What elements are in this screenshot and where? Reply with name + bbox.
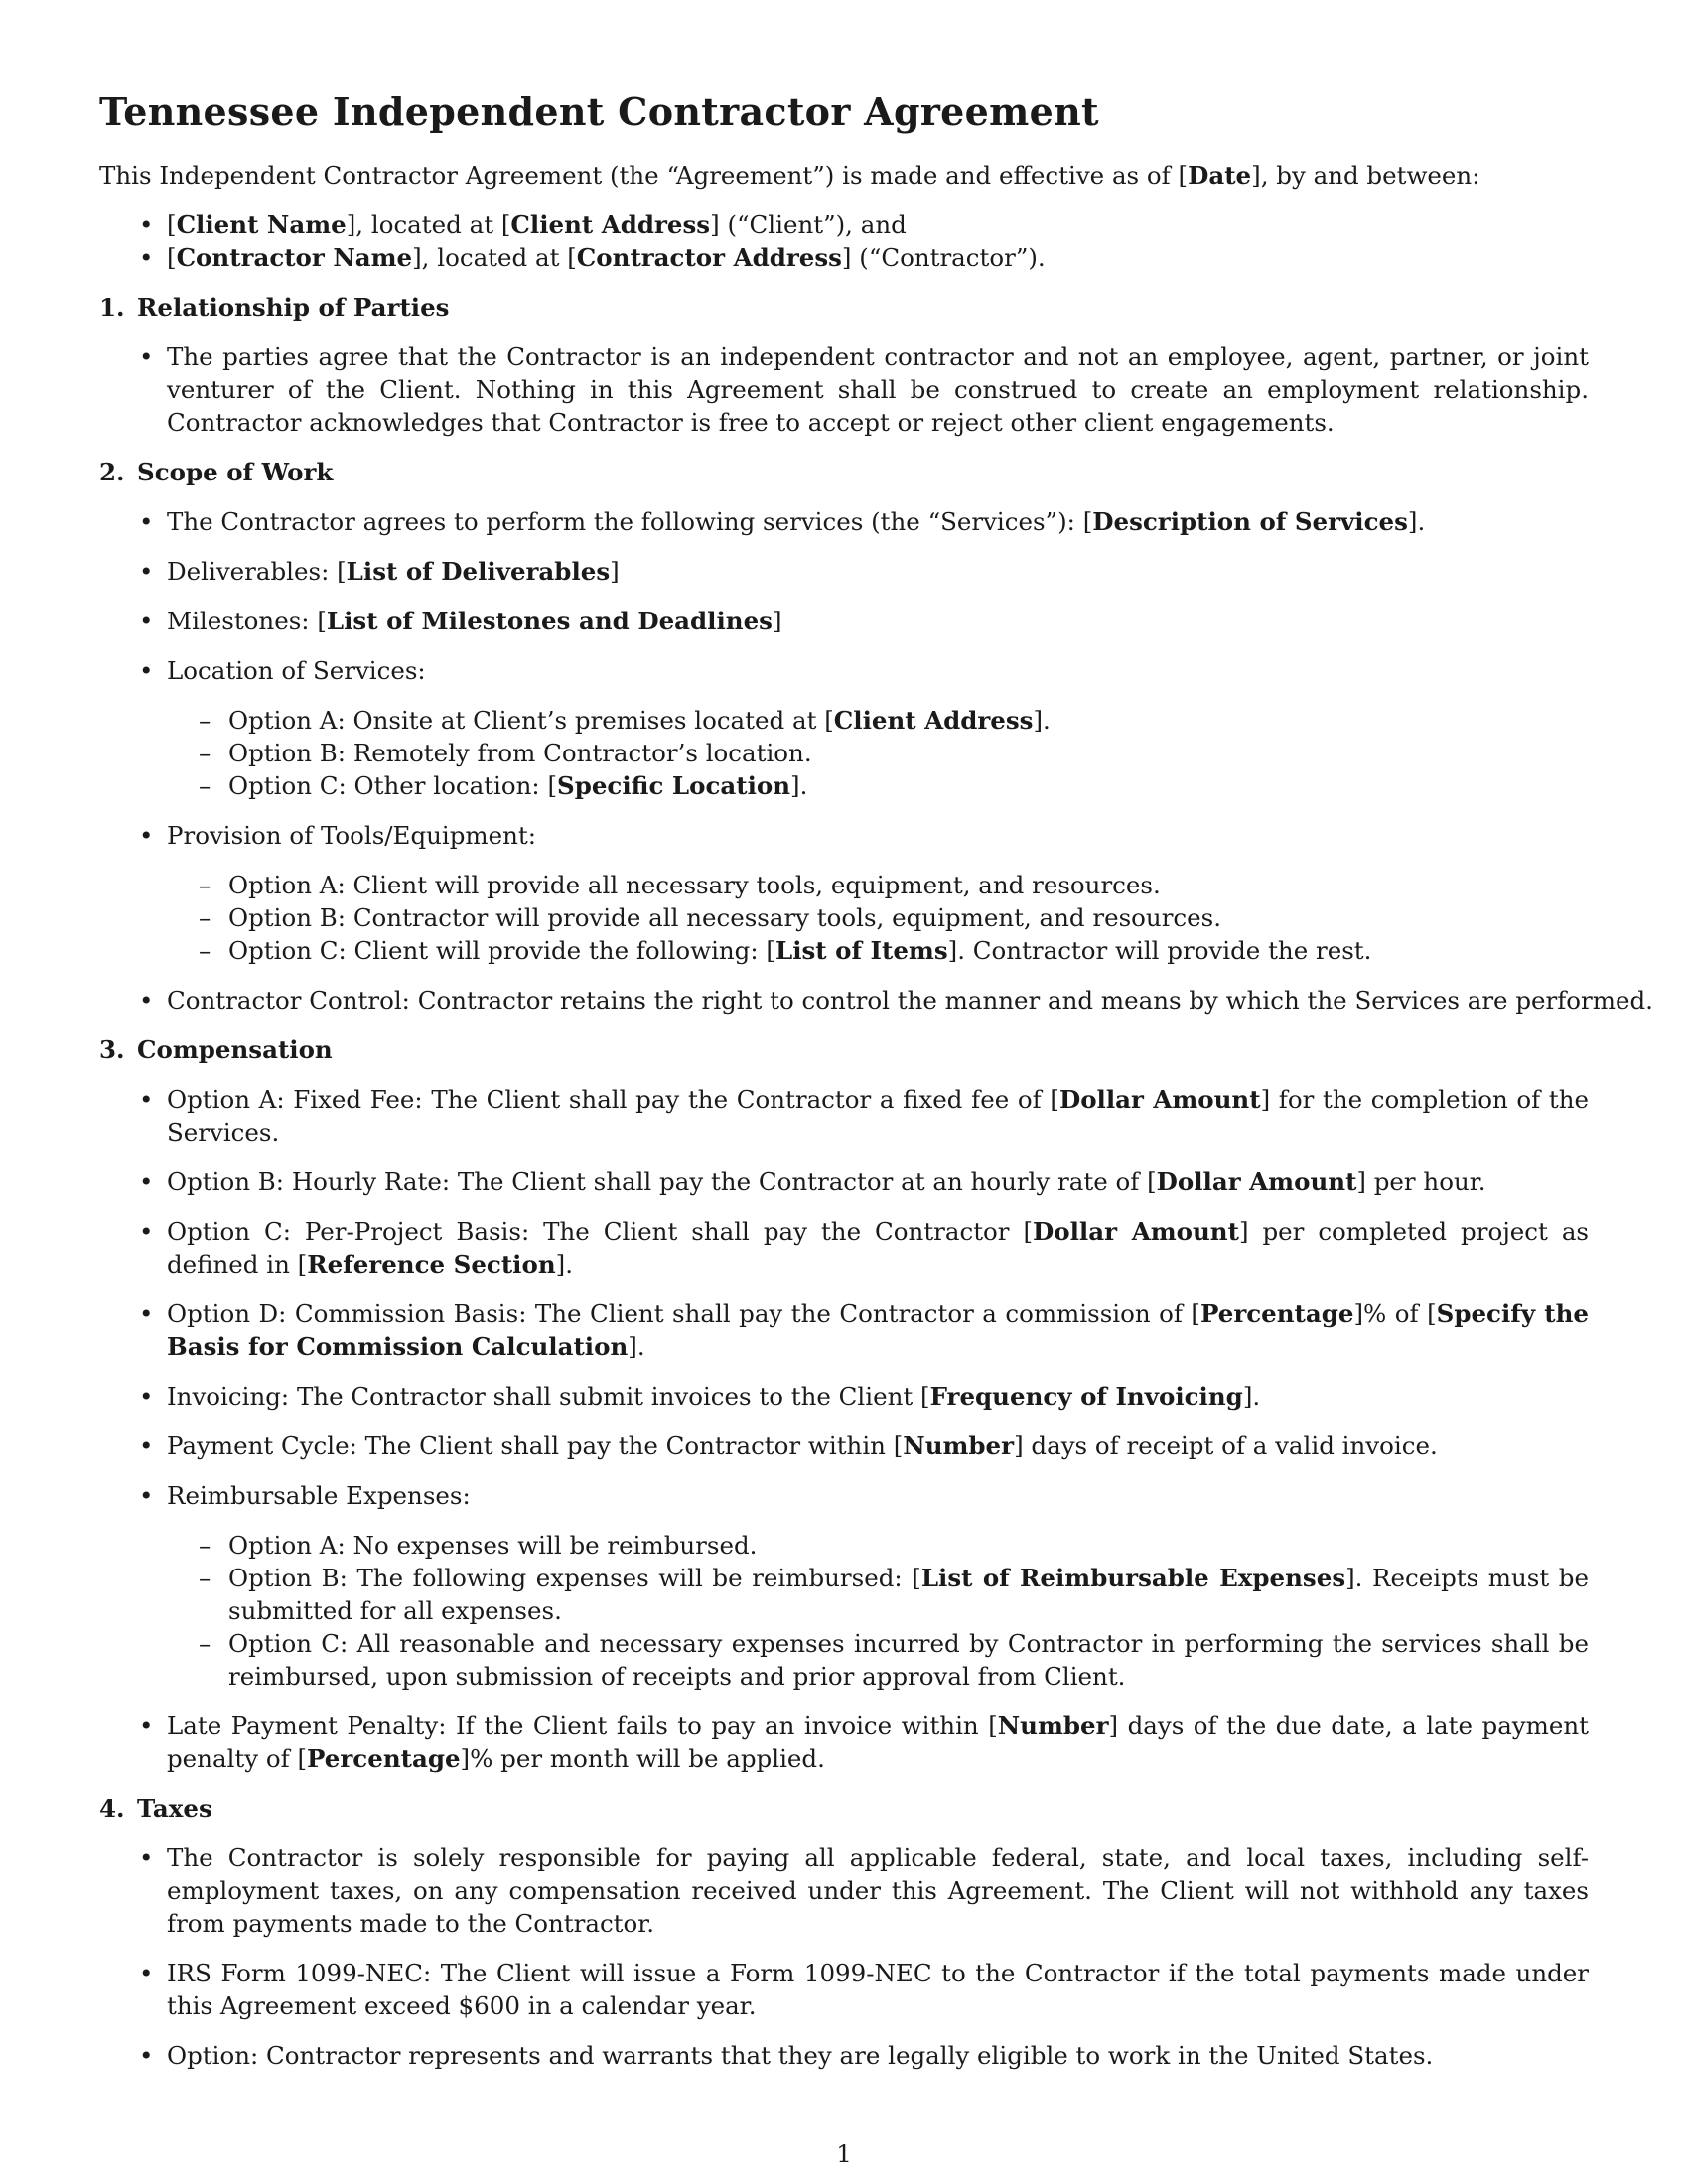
bullet-icon: • bbox=[139, 2041, 154, 2070]
dash-icon: – bbox=[199, 903, 211, 932]
taxes-1099: IRS Form 1099-NEC: The Client will issue a Form 1099-NEC to the Contractor if the total payments made under this Agreement exceed $600 in a calendar year. bbox=[167, 1959, 1589, 2020]
compensation-option-a: Option A: Fixed Fee: The Client shall pay the Contractor a fixed fee of [Dollar Amount] for the completion of the Services. bbox=[167, 1085, 1590, 1147]
bullet-icon: • bbox=[139, 1432, 154, 1460]
bullet-icon: • bbox=[139, 1217, 154, 1246]
bullet-icon: • bbox=[139, 1382, 154, 1411]
bullet-icon: • bbox=[139, 1843, 154, 1872]
reimbursable-option-c: Option C: All reasonable and necessary expenses incurred by Contractor in performing the services shall be reimbursed, upon submission of receipts and prior approval from Client. bbox=[228, 1629, 1589, 1691]
taxes-eligibility: Option: Contractor represents and warrants that they are legally eligible to work in the United States. bbox=[167, 2041, 1434, 2070]
location-option-a: Option A: Onsite at Client’s premises located at [Client Address]. bbox=[228, 706, 1051, 735]
bullet-icon: • bbox=[139, 1167, 154, 1196]
reimbursable-option-b: Option B: The following expenses will be reimbursed: [List of Reimbursable Expenses]. Receipts must be submitted for all expenses. bbox=[228, 1564, 1589, 1625]
bullet-icon: • bbox=[139, 210, 154, 239]
party-client: [Client Name], located at [Client Address] (“Client”), and bbox=[167, 210, 907, 239]
tools-label: Provision of Tools/Equipment: bbox=[167, 821, 537, 850]
bullet-icon: • bbox=[139, 607, 154, 635]
party-contractor: [Contractor Name], located at [Contractor Address] (“Contractor”). bbox=[167, 243, 1046, 272]
milestones-item: Milestones: [List of Milestones and Deadlines] bbox=[167, 607, 782, 635]
bullet-icon: • bbox=[139, 986, 154, 1015]
location-label: Location of Services: bbox=[167, 656, 426, 685]
bullet-icon: • bbox=[139, 1711, 154, 1740]
document-title: Tennessee Independent Contractor Agreement bbox=[99, 89, 1099, 134]
late-payment-item: Late Payment Penalty: If the Client fails to pay an invoice within [Number] days of the due date, a late payment penalty of [Percentage]% per month will be applied. bbox=[167, 1711, 1589, 1773]
reimbursable-option-a: Option A: No expenses will be reimbursed. bbox=[228, 1531, 758, 1560]
reimbursable-label: Reimbursable Expenses: bbox=[167, 1481, 471, 1510]
bullet-icon: • bbox=[139, 1299, 154, 1328]
tools-option-b: Option B: Contractor will provide all necessary tools, equipment, and resources. bbox=[228, 903, 1221, 932]
compensation-option-b: Option B: Hourly Rate: The Client shall pay the Contractor at an hourly rate of [Dollar Amount] per hour. bbox=[167, 1167, 1486, 1196]
bullet-icon: • bbox=[139, 821, 154, 850]
bullet-icon: • bbox=[139, 1959, 154, 1987]
tools-option-c: Option C: Client will provide the following: [List of Items]. Contractor will provide the rest. bbox=[228, 936, 1372, 965]
page-number: 1 bbox=[836, 2139, 852, 2168]
bullet-icon: • bbox=[139, 1481, 154, 1510]
deliverables-item: Deliverables: [List of Deliverables] bbox=[167, 557, 620, 586]
section-heading-taxes: 4. Taxes bbox=[99, 1794, 212, 1823]
dash-icon: – bbox=[199, 739, 211, 767]
intro-paragraph: This Independent Contractor Agreement (the “Agreement”) is made and effective as of [Date], by and between: bbox=[99, 161, 1480, 190]
contractor-control: Contractor Control: Contractor retains the right to control the manner and means by which the Services are performed. bbox=[167, 986, 1653, 1015]
section-heading-compensation: 3. Compensation bbox=[99, 1035, 333, 1064]
bullet-icon: • bbox=[139, 243, 154, 272]
section-heading-scope: 2. Scope of Work bbox=[99, 458, 334, 486]
section-heading-relationship: 1. Relationship of Parties bbox=[99, 293, 450, 322]
dash-icon: – bbox=[199, 706, 211, 735]
dash-icon: – bbox=[199, 871, 211, 899]
document-page bbox=[99, 0, 1653, 2184]
bullet-icon: • bbox=[139, 656, 154, 685]
dash-icon: – bbox=[199, 771, 211, 800]
location-option-c: Option C: Other location: [Specific Location]. bbox=[228, 771, 808, 800]
dash-icon: – bbox=[199, 1564, 211, 1592]
dash-icon: – bbox=[199, 936, 211, 965]
taxes-responsibility: The Contractor is solely responsible for paying all applicable federal, state, and local taxes, including self-employment taxes, on any compensation received under this Agreement. The Client will not withhold any taxes from payments made to the Contractor. bbox=[167, 1843, 1589, 1938]
date-placeholder: Date bbox=[1188, 161, 1252, 190]
compensation-option-c: Option C: Per-Project Basis: The Client shall pay the Contractor [Dollar Amount] per completed project as defined in [Reference Section]. bbox=[167, 1217, 1590, 1279]
dash-icon: – bbox=[199, 1629, 211, 1658]
bullet-icon: • bbox=[139, 507, 154, 536]
location-option-b: Option B: Remotely from Contractor’s location. bbox=[228, 739, 812, 767]
bullet-icon: • bbox=[139, 1085, 154, 1114]
services-item: The Contractor agrees to perform the following services (the “Services”): [Description of Services]. bbox=[167, 507, 1426, 536]
relationship-text: The parties agree that the Contractor is an independent contractor and not an employee, agent, partner, or joint venturer of the Client. Nothing in this Agreement shall be construed to create an employment relationship. Contractor acknowledges that Contractor is free to accept or reject other client engagements. bbox=[167, 342, 1589, 437]
tools-option-a: Option A: Client will provide all necessary tools, equipment, and resources. bbox=[228, 871, 1161, 899]
payment-cycle-item: Payment Cycle: The Client shall pay the Contractor within [Number] days of receipt of a valid invoice. bbox=[167, 1432, 1438, 1460]
bullet-icon: • bbox=[139, 557, 154, 586]
invoicing-item: Invoicing: The Contractor shall submit invoices to the Client [Frequency of Invoicing]. bbox=[167, 1382, 1261, 1411]
compensation-option-d: Option D: Commission Basis: The Client shall pay the Contractor a commission of [Percentage]% of [Specify the Basis for Commission Calculation]. bbox=[167, 1299, 1589, 1361]
bullet-icon: • bbox=[139, 342, 154, 371]
dash-icon: – bbox=[199, 1531, 211, 1560]
